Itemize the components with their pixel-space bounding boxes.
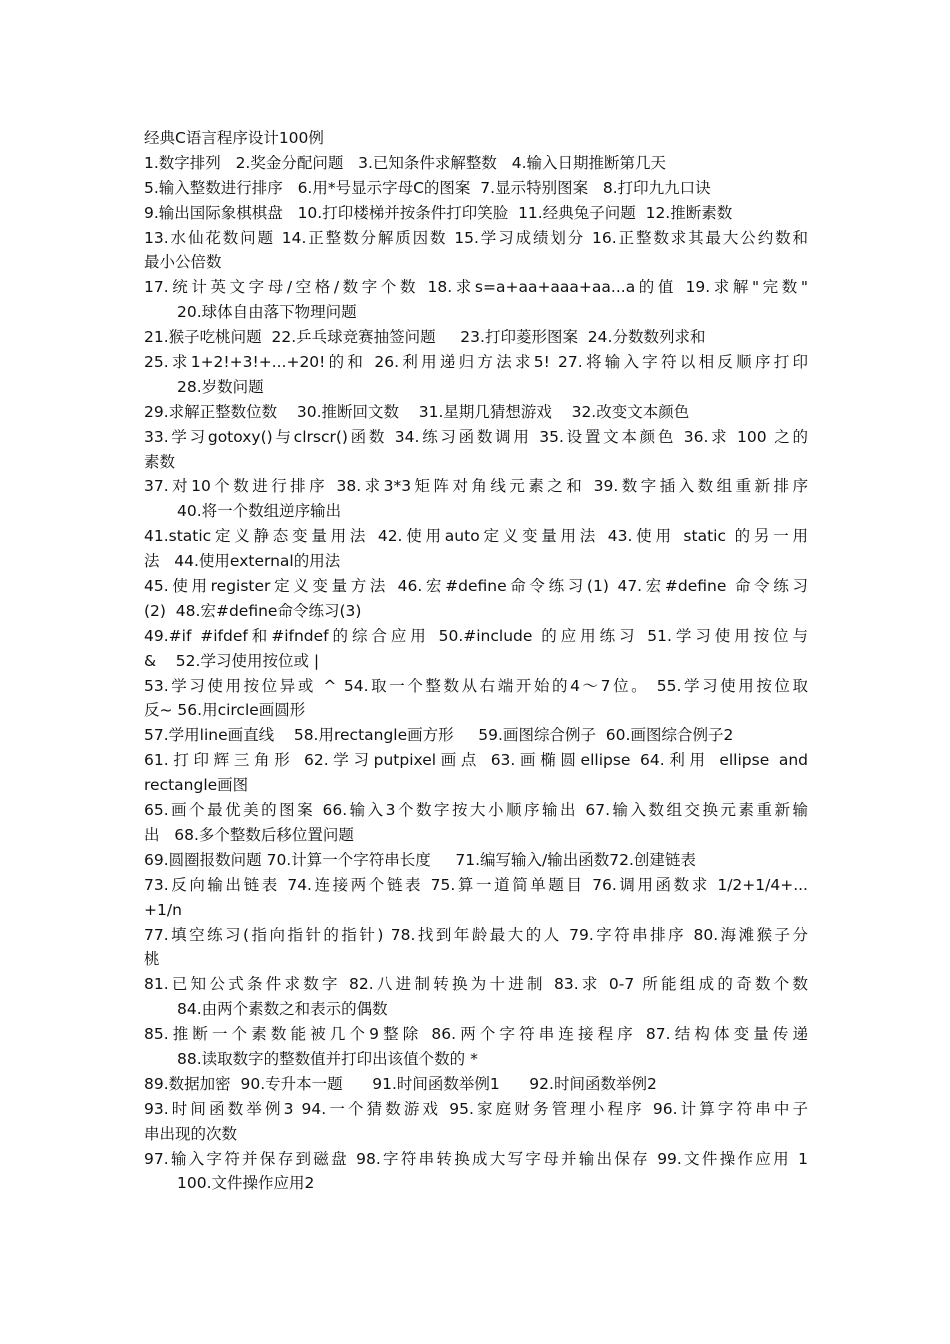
list-line: 21.猴子吃桃问题 22.乒乓球竞赛抽签问题 23.打印菱形图案 24.分数数列求和: [144, 328, 706, 347]
list-line: 29.求解正整数位数 30.推断回文数 31.星期几猜想游戏 32.改变文本颜色: [144, 402, 690, 421]
list-line: 最小公倍数: [144, 253, 222, 272]
list-line: 53.学习使用按位异或 ^ 54.取一个整数从右端开始的4～7位。 55.学习使用按位取: [144, 676, 808, 695]
list-line: 73.反向输出链表 74.连接两个链表 75.算一道简单题目 76.调用函数求 1/2+1/4+...: [144, 875, 808, 894]
list-line: (2) 48.宏#define命令练习(3): [144, 601, 362, 620]
list-line: 93.时间函数举例3 94.一个猜数游戏 95.家庭财务管理小程序 96.计算字符串中子: [144, 1099, 808, 1118]
list-line: 61.打印辉三角形 62.学习putpixel画点 63.画椭圆ellipse 64.利用 ellipse and: [144, 751, 808, 770]
list-line: 串出现的次数: [144, 1124, 238, 1143]
list-line: 1.数字排列 2.奖金分配问题 3.已知条件求解整数 4.输入日期推断第几天: [144, 153, 666, 172]
list-line: 85.推断一个素数能被几个9整除 86.两个字符串连接程序 87.结构体变量传递: [144, 1025, 808, 1044]
list-line: 33.学习gotoxy()与clrscr()函数 34.练习函数调用 35.设置文本颜色 36.求 100 之的: [144, 427, 808, 446]
list-line: 65.画个最优美的图案 66.输入3个数字按大小顺序输出 67.输入数组交换元素重新输: [144, 801, 808, 820]
list-line: 17.统计英文字母/空格/数字个数 18.求s=a+aa+aaa+aa...a的值 19.求解"完数": [144, 278, 808, 297]
list-line: 84.由两个素数之和表示的偶数: [177, 1000, 388, 1019]
list-line: 20.球体自由落下物理问题: [177, 303, 357, 322]
list-line: +1/n: [144, 900, 182, 919]
list-line: 法 44.使用external的用法: [144, 552, 341, 571]
list-line: 出 68.多个整数后移位置问题: [144, 825, 354, 844]
list-line: 反~ 56.用circle画圆形: [144, 701, 306, 720]
list-line: 45.使用register定义变量方法 46.宏#define命令练习(1) 47.宏#define 命令练习: [144, 577, 808, 596]
list-line: 9.输出国际象棋棋盘 10.打印楼梯并按条件打印笑脸 11.经典兔子问题 12.推断素数: [144, 203, 733, 222]
program-list: [144, 151, 808, 1196]
list-line: 100.文件操作应用2: [177, 1174, 315, 1193]
list-line: 37.对10个数进行排序 38.求3*3矩阵对角线元素之和 39.数字插入数组重新排序: [144, 477, 808, 496]
list-line: & 52.学习使用按位或 |: [144, 651, 320, 670]
list-line: 13.水仙花数问题 14.正整数分解质因数 15.学习成绩划分 16.正整数求其最大公约数和: [144, 228, 808, 247]
list-line: 41.static定义静态变量用法 42.使用auto定义变量用法 43.使用 static 的另一用: [144, 527, 808, 546]
document-title: 经典C语言程序设计100例: [144, 129, 324, 147]
list-line: 5.输入整数进行排序 6.用*号显示字母C的图案 7.显示特别图案 8.打印九九口诀: [144, 178, 711, 197]
list-line: 桃: [144, 950, 160, 969]
list-line: 69.圆圈报数问题 70.计算一个字符串长度 71.编写输入/输出函数72.创建链表: [144, 850, 696, 869]
document-body: [144, 126, 808, 1196]
list-line: 40.将一个数组逆序输出: [177, 502, 342, 521]
list-line: 89.数据加密 90.专升本一题 91.时间函数举例1 92.时间函数举例2: [144, 1074, 657, 1093]
list-line: 97.输入字符并保存到磁盘 98.字符串转换成大写字母并输出保存 99.文件操作应用 1: [144, 1149, 808, 1168]
list-line: 77.填空练习(指向指针的指针) 78.找到年龄最大的人 79.字符串排序 80.海滩猴子分: [144, 925, 808, 944]
list-line: rectangle画图: [144, 776, 249, 795]
list-line: 25.求1+2!+3!+...+20!的和 26.利用递归方法求5! 27.将输入字符以相反顺序打印: [144, 353, 808, 372]
list-line: 57.学用line画直线 58.用rectangle画方形 59.画图综合例子 60.画图综合例子2: [144, 726, 734, 745]
list-line: 81.已知公式条件求数字 82.八进制转换为十进制 83.求 0-7 所能组成的奇数个数: [144, 975, 808, 994]
list-line: 28.岁数问题: [177, 377, 264, 396]
list-line: 49.#if #ifdef和#ifndef的综合应用 50.#include 的应用练习 51.学习使用按位与: [144, 626, 808, 645]
list-line: 88.读取数字的整数值并打印出该值个数的 *: [177, 1049, 478, 1068]
list-line: 素数: [144, 452, 176, 471]
